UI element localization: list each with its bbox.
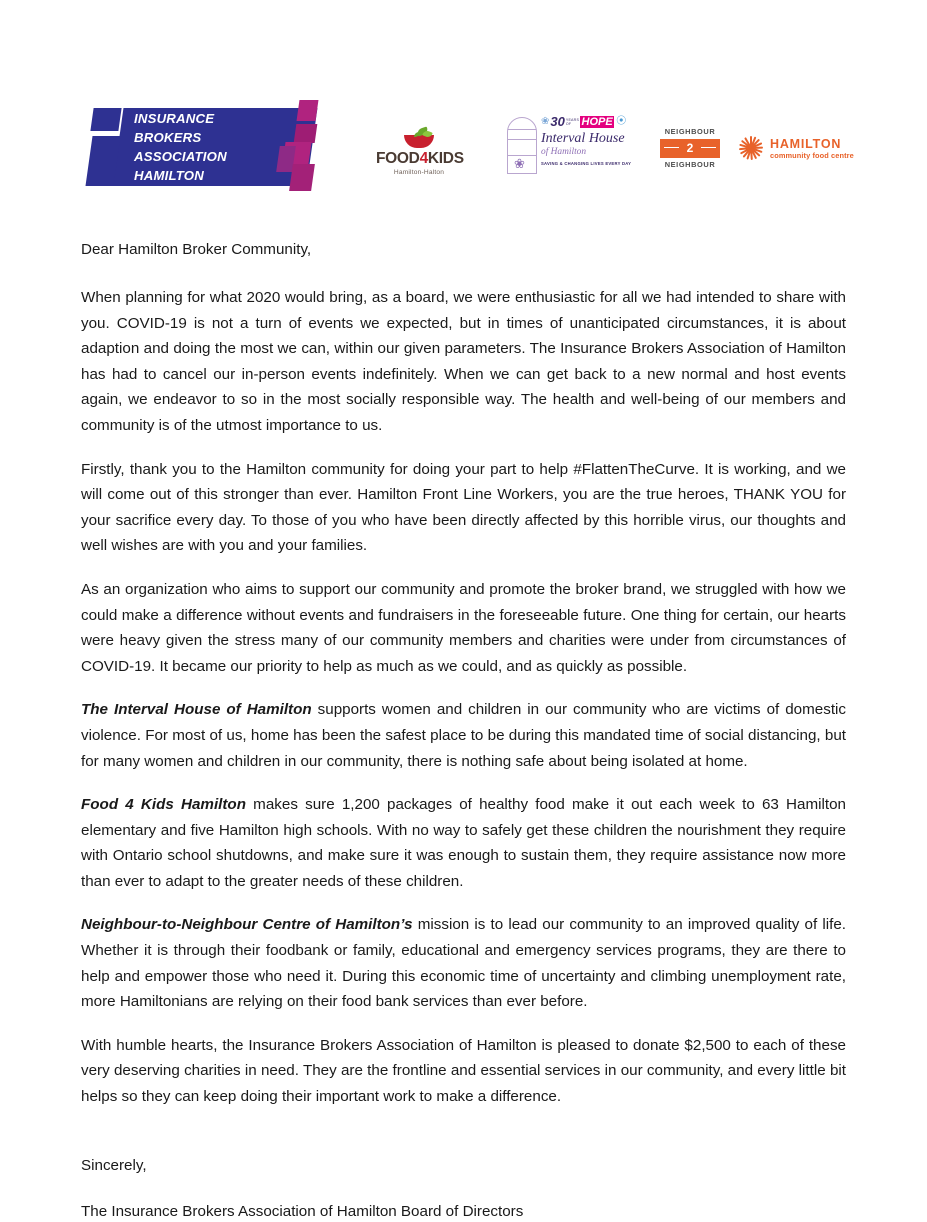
paragraph-text: supports women and children in our community who are victims of domestic violence. For most of us, home has been the safest place to be during this mandated time of social distancing, but for many women and children in our community, there is nothing safe about being isolated at home. xyxy=(81,701,847,770)
anniversary-hope-label: HOPE xyxy=(581,115,613,128)
paragraph-lead-in: Neighbour-to-Neighbour Centre of Hamilton’s xyxy=(81,916,413,934)
letter-paragraph-food-4-kids xyxy=(81,792,846,894)
letter-salutation: Dear Hamilton Broker Community, xyxy=(81,241,312,258)
interval-house-text-group xyxy=(541,114,632,166)
paragraph-lead-in: The Interval House of Hamilton xyxy=(81,701,312,719)
food-4-kids-wordmark xyxy=(376,150,462,167)
paragraph-text: makes sure 1,200 packages of healthy food make it out each week to 63 Hamilton elementary and five Hamilton high schools. With no way to safely get these children the nourishment they require with Ontario school shutdowns, and make sure it was enough to sustain them, they require assistance now more than ever to adapt to the greater needs of these children. xyxy=(81,796,846,890)
hamilton-food-centre-text xyxy=(770,137,854,160)
letter-paragraph-donation xyxy=(81,1033,846,1110)
butterfly-small-icon: ❀ xyxy=(541,115,550,127)
interval-house-subtitle: of Hamilton xyxy=(541,147,587,157)
neighbour-top-label: NEIGHBOUR xyxy=(664,126,716,136)
anniversary-years-of-label: YEARS OF xyxy=(565,117,580,126)
closing-salutation: Sincerely, xyxy=(81,1156,147,1174)
neighbour-2-neighbour-mark xyxy=(660,127,720,170)
hamilton-food-centre-sub: community food centre xyxy=(770,150,854,160)
interval-house-title: Interval House xyxy=(541,131,625,146)
letter-paragraph xyxy=(81,577,846,679)
paragraph-text: mission is to lead our community to an improved quality of life. Whether it is through their foodbank or family, educational and emergency services programs, they are there to help and empower those who need it. During this economic time of uncertainty and climbing unemployment rate, more Hamiltonians are relying on their food bank services than ever before. xyxy=(81,916,846,1011)
hamilton-food-centre-main: HAMILTON xyxy=(770,136,842,151)
iba-wordmark-line-1: INSURANCE xyxy=(134,111,215,126)
food-4-kids-subtitle: Hamilton-Halton xyxy=(393,169,445,176)
food-bowl-icon xyxy=(402,128,436,148)
hamilton-community-food-centre-mark xyxy=(738,135,854,161)
neighbour-bottom-label: NEIGHBOUR xyxy=(664,159,716,169)
letter-paragraph xyxy=(81,285,846,439)
paragraph-text: Firstly, thank you to the Hamilton community for doing your part to help #FlattenTheCurve. It is working, and we will come out of this stronger than ever. Hamilton Front Line Workers, you are the true heroes, THANK YOU for your sacrifice every day. To those of you who have been directly affected by this horrible virus, our thoughts and well wishes are with you and your families. xyxy=(81,460,846,555)
partner-logo-band xyxy=(0,92,927,196)
iba-magenta-blocks-icon xyxy=(276,98,328,194)
insurance-brokers-association-hamilton-logo xyxy=(88,98,323,190)
letter-paragraph-neighbour-to-neighbour xyxy=(81,912,846,1014)
iba-wordmark-line-4: HAMILTON xyxy=(134,168,204,183)
letter-paragraph xyxy=(81,457,846,559)
interval-house-of-hamilton-logo xyxy=(503,113,632,178)
neighbour-orange-bar xyxy=(660,139,720,158)
food-4-kids-word-four: 4 xyxy=(419,150,428,167)
iba-i-dot-shape xyxy=(90,108,121,131)
paragraph-text: With humble hearts, the Insurance Brokers Association of Hamilton is pleased to donate $2,500 to each of these very deserving charities in need. They are the frontline and essential services in our community, and every little bit helps so they can keep doing their important work to make a difference. xyxy=(81,1036,846,1106)
interval-house-tagline: SAVING & CHANGING LIVES EVERY DAY xyxy=(541,161,632,166)
anniversary-badge xyxy=(541,114,627,129)
iba-wordmark-line-3: ASSOCIATION xyxy=(134,149,227,164)
butterfly-icon: ❀ xyxy=(514,156,525,171)
paragraph-text: As an organization who aims to support our community and promote the broker brand, we struggled with how we could make a difference without events and fundraisers in the foreseeable future. One thing for certain, our hearts were heavy given the stress many of our community members and charities were under from circumstances of COVID-19. It became our priority to help as much as we could, and as quickly as possible. xyxy=(81,580,846,675)
food-4-kids-word-kids: KIDS xyxy=(427,150,464,167)
paragraph-lead-in: Food 4 Kids Hamilton xyxy=(81,796,246,814)
letter-closing xyxy=(81,1156,846,1222)
iba-wordmark-line-2: BROKERS xyxy=(134,130,202,145)
paragraph-text: When planning for what 2020 would bring, as a board, we were enthusiastic for all we had intended to share with you. COVID-19 is not a turn of events we expected, but in times of unanticipated circumstances, it is about adaption and doing the most we can, within our given parameters. The Insurance Brokers Association of Hamilton has had to cancel our in-person events indefinitely. When we can get back to a new normal and host events again, we endeavor to so in the most socially responsible way. The health and well-being of our members and community is of the utmost importance to us. xyxy=(81,289,846,434)
food-4-kids-word-food: FOOD xyxy=(376,150,420,167)
signature-line: The Insurance Brokers Association of Hamilton Board of Directors xyxy=(81,1202,524,1220)
letter-paragraph-interval-house xyxy=(81,697,846,774)
neighbour-2-neighbour-hamilton-community-food-centre-logo xyxy=(660,122,854,174)
neighbour-two-numeral: 2 xyxy=(686,140,694,155)
food-4-kids-logo xyxy=(376,128,462,186)
anniversary-number: 30 xyxy=(550,114,565,129)
letter-body xyxy=(81,240,846,1222)
sunburst-icon xyxy=(738,135,764,161)
water-drop-icon: ⦿ xyxy=(616,115,627,127)
iba-wordmark xyxy=(134,109,284,185)
